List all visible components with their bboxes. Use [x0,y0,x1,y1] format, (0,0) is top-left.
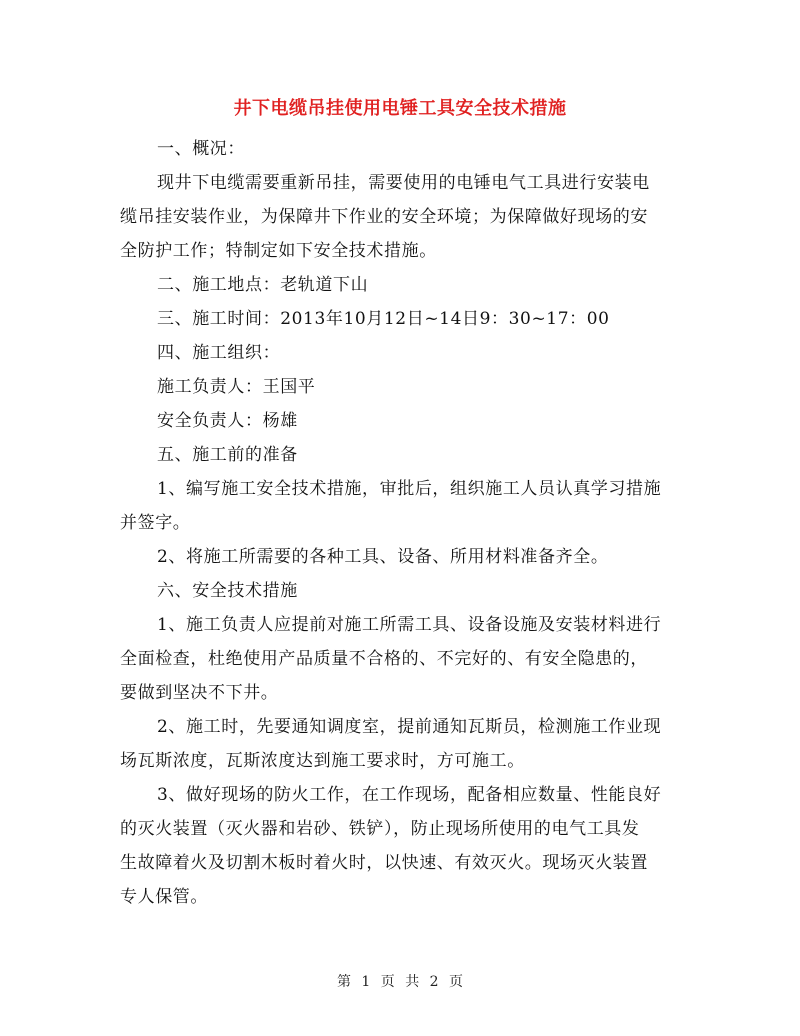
paragraph-line: 要做到坚决不下井。 [120,683,279,703]
paragraph-line: 2、将施工所需要的各种工具、设备、所用材料准备齐全。 [157,547,609,567]
paragraph-line: 1、施工负责人应提前对施工所需工具、设备设施及安装材料进行 [157,615,662,635]
paragraph-line: 施工负责人：王国平 [157,377,316,397]
paragraph-overview-heading [120,132,686,166]
paragraph-line: 全面检查，杜绝使用产品质量不合格的、不完好的、有安全隐患的， [120,649,648,669]
footer-total-pages: 2 [429,974,439,990]
document-body [120,132,686,914]
paragraph-line: 一、概况： [157,139,245,159]
paragraph-line: 五、施工前的准备 [157,445,298,465]
paragraph-preparation-1 [120,472,686,540]
paragraph-safety-leader [120,404,686,438]
footer-prefix: 第 [336,974,351,990]
paragraph-line: 专人保管。 [120,887,208,907]
paragraph-line: 3、做好现场的防火工作，在工作现场，配备相应数量、性能良好 [157,785,662,805]
paragraph-preparation-2 [120,540,686,574]
paragraph-measure-2 [120,710,686,778]
paragraph-line: 场瓦斯浓度，瓦斯浓度达到施工要求时，方可施工。 [120,751,525,771]
paragraph-measure-1 [120,608,686,710]
paragraph-line: 并签字。 [120,513,191,533]
paragraph-measures-heading [120,574,686,608]
paragraph-organization-heading [120,336,686,370]
paragraph-line: 2、施工时，先要通知调度室，提前通知瓦斯员，检测施工作业现 [157,717,662,737]
paragraph-location [120,268,686,302]
paragraph-line: 全防护工作；特制定如下安全技术措施。 [120,241,437,261]
footer-suffix: 页 [449,974,464,990]
paragraph-line: 六、安全技术措施 [157,581,298,601]
paragraph-line: 生故障着火及切割木板时着火时，以快速、有效灭火。现场灭火装置 [120,853,648,873]
paragraph-line: 的灭火装置（灭火器和岩砂、铁铲），防止现场所使用的电气工具发 [120,819,640,839]
paragraph-construction-leader [120,370,686,404]
paragraph-preparation-heading [120,438,686,472]
paragraph-line: 现井下电缆需要重新吊挂，需要使用的电锤电气工具进行安装电 [157,173,650,193]
page-footer [0,971,800,991]
paragraph-line: 三、施工时间：2013年10月12日~14日9：30~17：00 [157,309,610,329]
paragraph-measure-3 [120,778,686,914]
paragraph-line: 安全负责人：杨雄 [157,411,298,431]
paragraph-line: 1、编写施工安全技术措施，审批后，组织施工人员认真学习措施 [157,479,662,499]
footer-page-word: 页 [380,974,395,990]
paragraph-line: 缆吊挂安装作业，为保障井下作业的安全环境；为保障做好现场的安 [120,207,648,227]
footer-total-word: 共 [405,974,420,990]
paragraph-time [120,302,686,336]
document-title: 井下电缆吊挂使用电锤工具安全技术措施 [233,98,567,119]
paragraph-line: 二、施工地点：老轨道下山 [157,275,369,295]
paragraph-line: 四、施工组织： [157,343,281,363]
footer-current-page: 1 [361,974,371,990]
paragraph-overview-text [120,166,686,268]
